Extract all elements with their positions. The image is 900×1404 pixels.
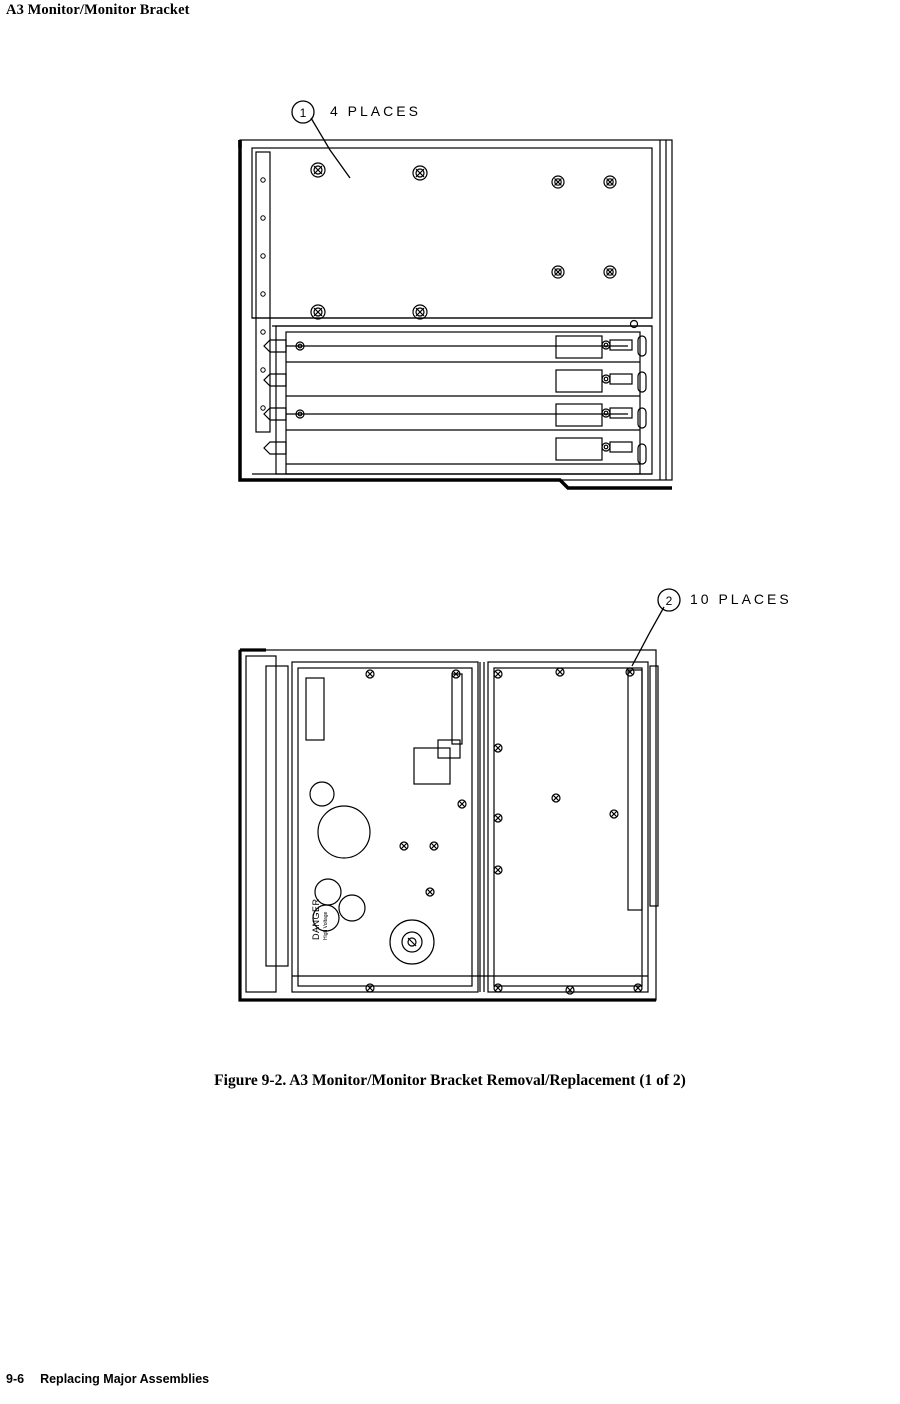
top-view-drawing: [0, 40, 900, 540]
bottom-view-drawing: [0, 570, 900, 1030]
screw-group-top: [311, 163, 427, 319]
svg-text:2: 2: [665, 594, 673, 608]
figure-illustration: [0, 40, 900, 1040]
footer-page-number: 9-6: [6, 1372, 25, 1386]
page-header-title: A3 Monitor/Monitor Bracket: [6, 2, 190, 18]
danger-label-line2: High Voltage: [323, 911, 329, 940]
svg-text:1: 1: [299, 106, 307, 120]
figure-caption: Figure 9-2. A3 Monitor/Monitor Bracket Removal/Replacement (1 of 2): [214, 1072, 686, 1089]
danger-label: [306, 898, 329, 940]
callout-1-label: 4 PLACES: [330, 103, 421, 119]
danger-label-line1: DANGER: [311, 898, 321, 940]
callout-2-label: 10 PLACES: [690, 591, 792, 607]
screw-group-bottom: [366, 668, 642, 994]
footer-chapter-title: Replacing Major Assemblies: [40, 1372, 210, 1386]
page-footer: [6, 1372, 209, 1386]
